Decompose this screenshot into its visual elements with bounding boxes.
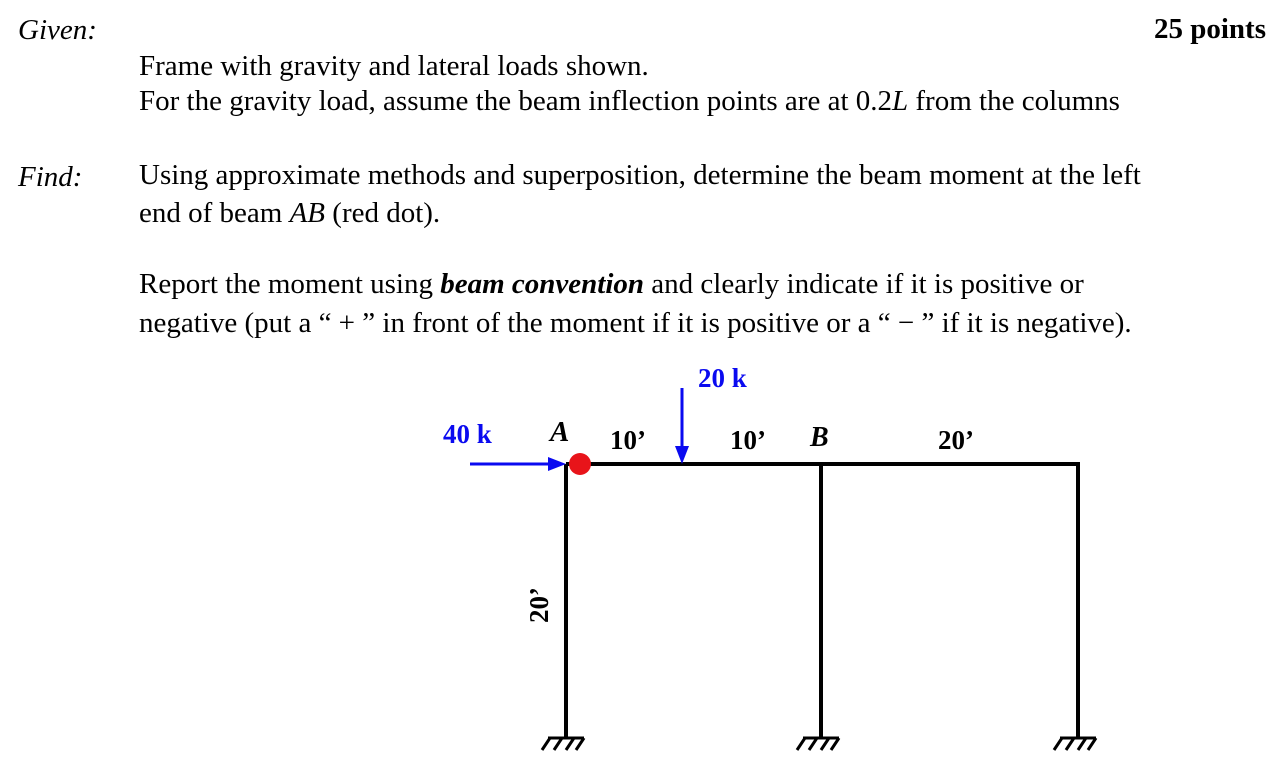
find-label: Find:	[18, 161, 83, 193]
gravity-load-arrow-icon	[675, 388, 689, 464]
fixed-support-right-icon	[1054, 738, 1096, 750]
find-line-1: Using approximate methods and superposition, determine the beam moment at the left	[139, 159, 1141, 191]
joint-a-label: A	[550, 416, 570, 448]
fixed-support-middle-icon	[797, 738, 839, 750]
column-height-label: 20’	[524, 587, 554, 623]
span-b-to-c-label: 20’	[938, 425, 974, 455]
span-a-to-load-label: 10’	[610, 425, 646, 455]
moment-location-dot	[569, 453, 591, 475]
given-line-2: For the gravity load, assume the beam inflection points are at 0.2L from the columns	[139, 85, 1120, 117]
report-line-2: negative (put a “ + ” in front of the moment if it is positive or a “ − ” if it is negative).	[139, 307, 1132, 339]
report-line-1: Report the moment using beam convention and clearly indicate if it is positive or	[139, 268, 1084, 300]
points-label: 25 points	[1153, 13, 1266, 45]
joint-b-label: B	[810, 422, 829, 453]
lateral-load-arrow-icon	[470, 457, 566, 471]
lateral-load-label: 40 k	[443, 419, 492, 449]
given-label: Given:	[18, 14, 97, 46]
gravity-load-label: 20 k	[698, 363, 747, 393]
find-line-2: end of beam AB (red dot).	[139, 197, 441, 229]
fixed-support-left-icon	[542, 738, 584, 750]
given-line-1: Frame with gravity and lateral loads shown.	[139, 50, 649, 82]
span-load-to-b-label: 10’	[730, 425, 766, 455]
